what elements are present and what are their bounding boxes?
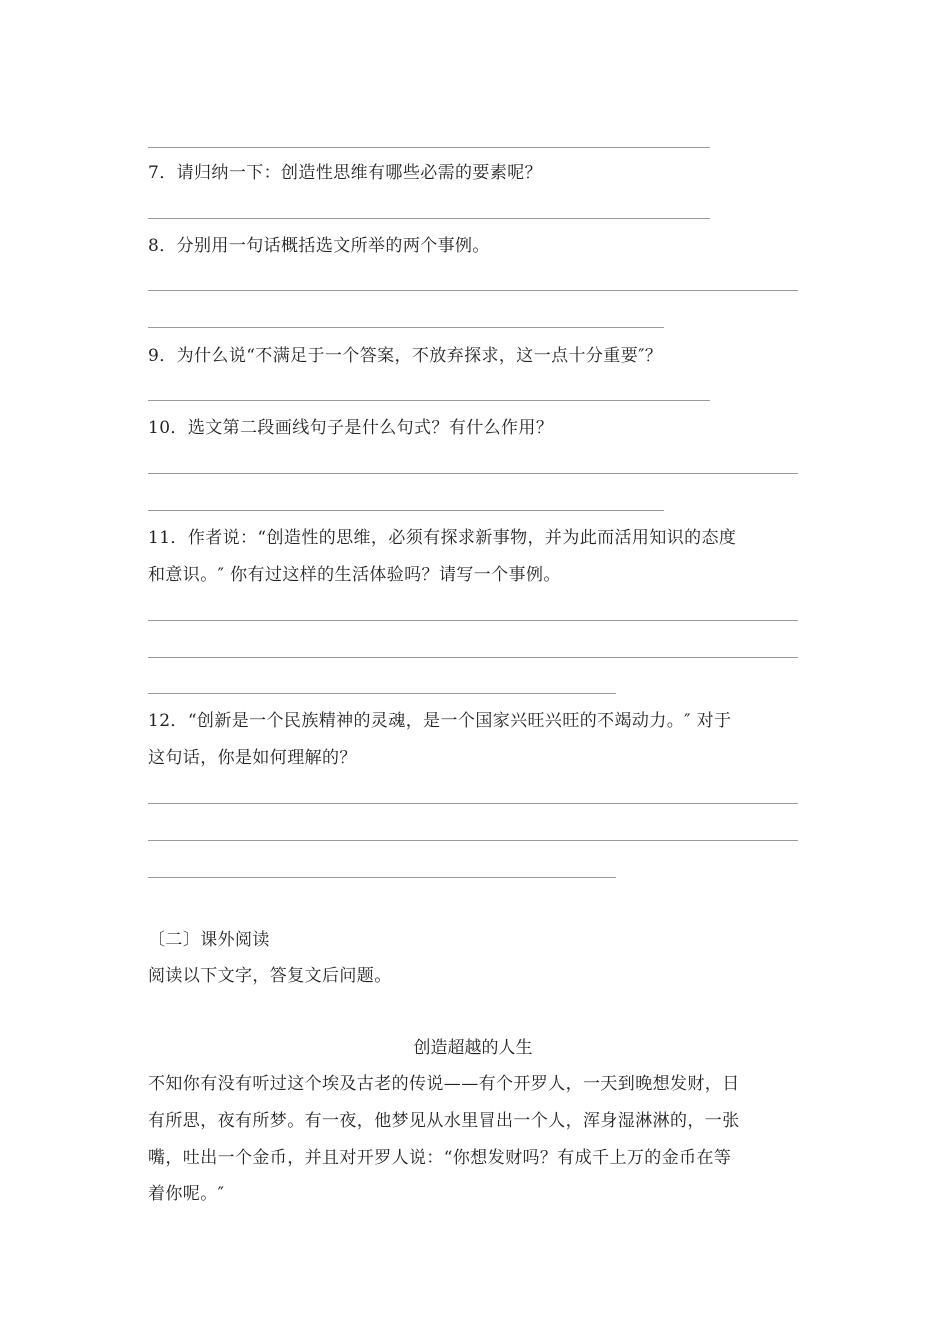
answer-line [148, 473, 798, 474]
question-12-line-1: 12．“创新是一个民族精神的灵魂，是一个国家兴旺兴旺的不竭动力。″ 对于 [148, 711, 732, 731]
answer-line [148, 147, 710, 148]
answer-line [148, 693, 616, 694]
answer-line [148, 218, 710, 219]
question-8: 8．分别用一句话概括选文所举的两个事例。 [148, 236, 490, 256]
answer-line [148, 803, 798, 804]
section-instruction: 阅读以下文字，答复文后问题。 [148, 966, 392, 986]
answer-line [148, 510, 664, 511]
question-11-line-1: 11．作者说：“创造性的思维，必须有探求新事物，并为此而活用知识的态度 [148, 528, 737, 548]
article-line: 有所思，夜有所梦。有一夜，他梦见从水里冒出一个人，浑身湿淋淋的，一张 [148, 1111, 740, 1131]
answer-line [148, 840, 798, 841]
answer-line [148, 657, 798, 658]
answer-line [148, 620, 798, 621]
article-line: 嘴，吐出一个金币，并且对开罗人说：“你想发财吗？有成千上万的金币在等 [148, 1148, 732, 1168]
answer-line [148, 327, 664, 328]
section-heading: 〔二〕课外阅读 [148, 930, 270, 950]
question-10: 10．选文第二段画线句子是什么句式？有什么作用？ [148, 418, 554, 438]
question-12-line-2: 这句话，你是如何理解的？ [148, 748, 357, 768]
question-11-line-2: 和意识。″ 你有过这样的生活体验吗？请写一个事例。 [148, 565, 561, 585]
question-9: 9．为什么说“不满足于一个答案，不放弃探求，这一点十分重要″？ [148, 346, 663, 366]
answer-line [148, 400, 710, 401]
answer-line [148, 290, 798, 291]
answer-line [148, 877, 616, 878]
article-line: 不知你有没有听过这个埃及古老的传说——有个开罗人，一天到晚想发财，日 [148, 1074, 740, 1094]
article-line: 着你呢。″ [148, 1184, 225, 1204]
article-title: 创造超越的人生 [413, 1038, 533, 1058]
question-7: 7．请归纳一下：创造性思维有哪些必需的要素呢？ [148, 163, 543, 183]
